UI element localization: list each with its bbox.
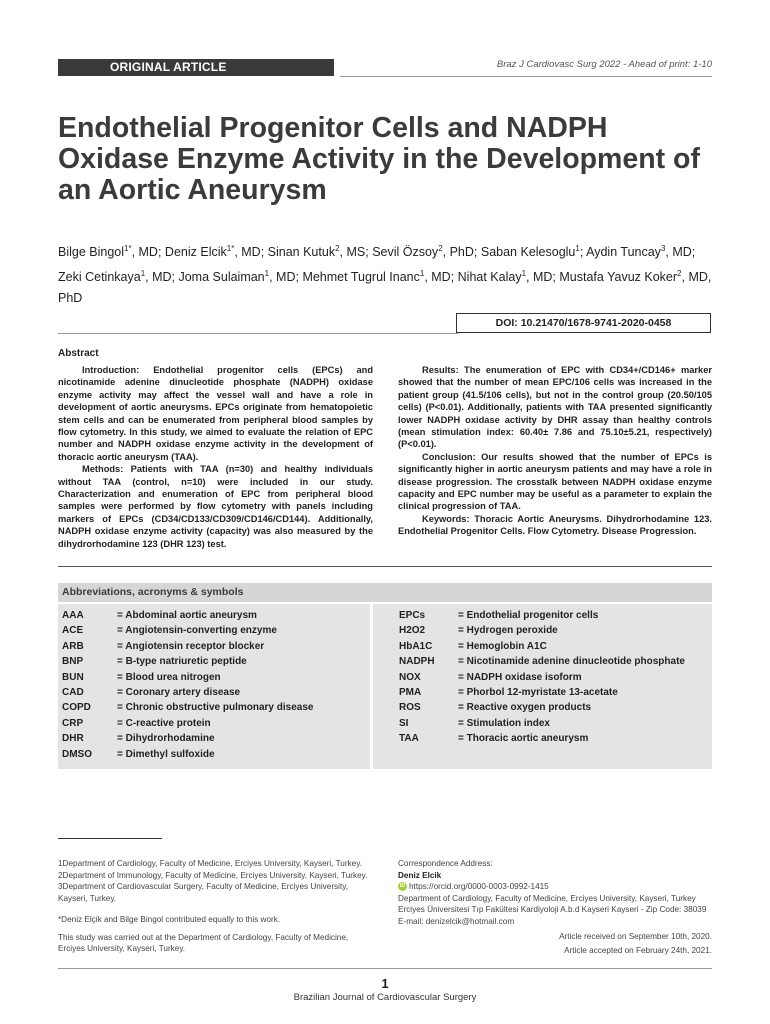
abbreviation-definition: = Reactive oxygen products <box>458 702 592 714</box>
author-degree: , MS; <box>339 245 373 260</box>
author-name: Sevil Özsoy <box>372 245 439 260</box>
abbreviation-term: BNP <box>62 656 84 668</box>
abstract-results: Results: The enumeration of EPC with CD34+/CD146+ marker showed that the number of mean EPC/106 cells was increased in the patient group (41.5/106 cells), but not in the control group (20.50/105 cells) (P<0.01). Additionally, patients with TAA presented significantly lower NADPH oxidase activity by DHR assay than healthy controls (mean stimulation index: 60.40± 7.86 and 75.10±5.21, respectively) (P<0.01). <box>398 365 712 450</box>
author-affiliation-mark: 1 <box>521 269 527 279</box>
abbreviation-row <box>58 639 370 654</box>
abbreviation-definition: = Hemoglobin A1C <box>458 640 547 652</box>
abbreviation-row <box>58 685 370 700</box>
abstract-conclusion: Conclusion: Our results showed that the number of EPCs is significantly higher in aortic aneurysm patients and may have a role in disease progression. The crosstalk between NADPH oxidase enzyme capacity and EPC number may be useful as a parameter to explain the clinical progression of TAA. <box>398 451 712 512</box>
abbreviation-term: BUN <box>62 671 84 683</box>
abbreviation-term: PMA <box>399 687 422 698</box>
footer-journal-name: Brazilian Journal of Cardiovascular Surgery <box>293 992 477 1003</box>
correspondence-address-1: Department of Cardiology, Faculty of Medicine, Erciyes University, Kayseri, Turkey <box>398 893 696 903</box>
author-name: Bilge Bingol <box>58 245 125 260</box>
author-affiliation-mark: 1* <box>124 244 132 253</box>
correspondence-label: Correspondence Address: <box>398 859 493 868</box>
author-affiliation-mark: 1 <box>264 269 270 279</box>
abbreviation-row <box>373 623 712 638</box>
abbreviation-definition: = Coronary artery disease <box>117 687 241 698</box>
author <box>165 245 268 259</box>
abbreviation-row <box>58 670 370 685</box>
abbreviations-rule <box>58 566 712 567</box>
received-date: Article received on September 10th, 2020. <box>559 932 712 941</box>
orcid-link[interactable]: https://orcid.org/0000-0003-0992-1415 <box>409 882 549 891</box>
author-degree: , MD; <box>526 270 560 285</box>
abstract-keywords: Keywords: Thoracic Aortic Aneurysms. Dihydrorhodamine 123. Endothelial Progenitor Cells. Flow Cytometry. Disease Progression. <box>398 513 712 537</box>
abbreviation-definition: = Dimethyl sulfoxide <box>117 748 215 760</box>
affiliation-3: 3Department of Cardiovascular Surgery, Faculty of Medicine, Erciyes University, Kayseri, Turkey. <box>58 882 349 903</box>
abbreviation-row <box>373 731 712 746</box>
doi-rule <box>58 333 458 334</box>
abbreviation-term: AAA <box>62 610 84 621</box>
footer-rule <box>58 968 712 969</box>
abstract-left-column <box>58 364 373 550</box>
abbreviation-definition: = Angiotensin-converting enzyme <box>117 625 277 637</box>
abbreviation-term: CAD <box>62 687 84 698</box>
page-number: 1 <box>381 976 389 991</box>
author <box>58 245 165 259</box>
abbreviations-box <box>58 583 712 769</box>
author-affiliation-mark: 1 <box>419 269 425 279</box>
author-affiliation-mark: 1 <box>575 244 580 253</box>
abbreviation-term: DHR <box>62 733 84 745</box>
author-affiliation-mark: 2 <box>335 244 340 253</box>
abbreviation-definition: = B-type natriuretic peptide <box>117 656 247 668</box>
abbreviation-term: ACE <box>62 625 84 637</box>
abstract-heading: Abstract <box>58 348 99 359</box>
author-name: Aydin Tuncay <box>586 245 661 260</box>
abbreviation-term: NOX <box>399 671 421 683</box>
abbreviation-term: HbA1C <box>399 640 433 652</box>
abbreviation-term: EPCs <box>399 610 426 621</box>
author-name: Deniz Elcik <box>164 245 227 260</box>
abbreviation-term: NADPH <box>399 656 435 668</box>
abbreviation-definition: = Abdominal aortic aneurysm <box>117 610 257 621</box>
author-degree: ; <box>579 245 587 260</box>
abbreviation-row <box>373 685 712 700</box>
correspondence-email[interactable]: E-mail: denizelcik@hotmail.com <box>398 916 515 926</box>
abbreviation-definition: = Chronic obstructive pulmonary disease <box>117 702 314 714</box>
equal-contribution-note: *Deniz Elçik and Bilge Bingol contributed equally to this work. <box>58 915 281 924</box>
abbreviation-row <box>373 670 712 685</box>
abbreviation-definition: = NADPH oxidase isoform <box>458 671 582 683</box>
affiliations-footnotes <box>58 858 373 955</box>
author-name: Mustafa Yavuz Koker <box>559 270 678 285</box>
abbreviation-definition: = C-reactive protein <box>117 717 211 729</box>
author-degree: , PhD; <box>442 245 481 260</box>
abbreviation-definition: = Hydrogen peroxide <box>458 625 558 637</box>
author-degree: , MD; <box>665 245 696 260</box>
abstract-introduction: Introduction: Endothelial progenitor cells (EPCs) and nicotinamide adenine dinucleotide phosphate (NADPH) oxidase enzyme activity may affect the vessel wall and have a role in development of aortic aneurysms. EPCs originate from hematopoietic stem cells and can be enumerated from peripheral blood samples by flow cytometry. In this study, we aimed to evaluate the relation of EPC number and NADPH oxidase enzyme activity in the development of thoracic aortic aneurysm (TAA). <box>58 365 373 462</box>
abbreviation-row <box>58 654 370 669</box>
abbreviation-row <box>373 654 712 669</box>
author <box>458 270 560 284</box>
author-affiliation-mark: 2 <box>438 244 443 253</box>
abbreviation-definition: = Stimulation index <box>458 717 550 729</box>
footnote-rule <box>58 838 162 839</box>
author <box>178 270 302 284</box>
abbreviation-row <box>58 608 370 623</box>
affiliation-2: 2Department of Immunology, Faculty of Medicine, Erciyes University, Kayseri, Turkey. <box>58 870 368 880</box>
author-affiliation-mark: 1 <box>140 269 146 279</box>
author-list <box>58 238 718 309</box>
author-degree: , MD; <box>145 270 179 285</box>
author-name: Sinan Kutuk <box>267 245 336 260</box>
abbreviation-definition: = Phorbol 12-myristate 13-acetate <box>458 687 618 698</box>
author <box>302 270 457 284</box>
author <box>481 245 586 259</box>
author-affiliation-mark: 1* <box>226 244 235 253</box>
abbreviation-term: COPD <box>62 702 91 714</box>
abbreviation-row <box>373 700 712 715</box>
abbreviation-definition: = Angiotensin receptor blocker <box>117 640 265 652</box>
abbreviation-term: H2O2 <box>399 625 426 637</box>
abbreviation-term: ARB <box>62 640 84 652</box>
abstract-right-column <box>398 364 712 538</box>
author-degree: , MD, PhD <box>58 270 712 306</box>
author-affiliation-mark: 2 <box>677 269 682 279</box>
section-label: ORIGINAL ARTICLE <box>58 59 334 76</box>
study-site-note: This study was carried out at the Department of Cardiology, Faculty of Medicine, Erciyes University, Kayseri, Turkey. <box>58 932 349 953</box>
abbreviation-term: SI <box>399 717 409 729</box>
author-name: Saban Kelesoglu <box>480 245 576 260</box>
doi[interactable]: DOI: 10.21470/1678-9741-2020-0458 <box>456 313 711 333</box>
author <box>58 270 178 284</box>
correspondence-name: Deniz Elcik <box>398 870 442 880</box>
orcid-line[interactable] <box>398 881 712 893</box>
author <box>268 245 373 259</box>
author-degree: , MD; <box>234 245 268 260</box>
abbreviation-definition: = Nicotinamide adenine dinucleotide phosphate <box>458 656 685 668</box>
abbreviation-row <box>58 716 370 731</box>
correspondence-address-2: Erciyes Üniversitesi Tıp Fakültesi Kardiyoloji A.b.d Kayseri Kayseri - Zip Code: 38039 <box>398 905 707 914</box>
author-name: Mehmet Tugrul Inanc <box>302 270 420 285</box>
author-degree: , MD; <box>424 270 458 285</box>
abbreviation-row <box>58 700 370 715</box>
abbreviations-heading: Abbreviations, acronyms & symbols <box>58 583 712 602</box>
abbreviation-term: CRP <box>62 717 84 729</box>
abbreviation-term: DMSO <box>62 748 92 760</box>
abbreviation-row <box>58 731 370 746</box>
abbreviation-definition: = Blood urea nitrogen <box>117 671 221 683</box>
journal-citation: Braz J Cardiovasc Surg 2022 - Ahead of print: 1-10 <box>496 59 712 70</box>
author <box>586 245 695 259</box>
abbreviation-definition: = Dihydrorhodamine <box>117 733 215 745</box>
abbreviation-term: ROS <box>399 702 421 714</box>
author-degree: , MD; <box>269 270 303 285</box>
header-rule <box>340 76 712 77</box>
author-name: Joma Sulaiman <box>178 270 265 285</box>
article-title: Endothelial Progenitor Cells and NADPH Oxidase Enzyme Activity in the Development of an Aortic Aneurysm <box>58 112 700 206</box>
author-affiliation-mark: 3 <box>660 244 666 253</box>
affiliation-1: 1Department of Cardiology, Faculty of Medicine, Erciyes University, Kayseri, Turkey. <box>58 859 362 868</box>
correspondence-block <box>398 858 712 956</box>
abbreviation-row <box>58 747 370 762</box>
abbreviation-definition: = Thoracic aortic aneurysm <box>458 733 589 745</box>
abbreviation-definition: = Endothelial progenitor cells <box>458 610 599 621</box>
abbreviation-term: TAA <box>399 733 419 745</box>
abbreviations-right-list <box>373 604 712 769</box>
author-name: Nihat Kalay <box>457 270 522 285</box>
abbreviation-row <box>58 623 370 638</box>
author-name: Zeki Cetinkaya <box>58 270 141 285</box>
abstract-methods: Methods: Patients with TAA (n=30) and healthy individuals without TAA (control, n=10) were included in our study. Characterization and enumeration of EPC from peripheral blood samples were performed by flow cytometry with panels including markers of EPCs (CD34/CD133/CD309/CD146/CD144). Additionally, NADPH oxidase enzyme activity (capacity) was also measured by the dihydrorhodamine 123 (DHR 123) test. <box>58 464 373 549</box>
abbreviation-row <box>373 639 712 654</box>
author <box>372 245 481 259</box>
abbreviation-row <box>373 608 712 623</box>
abbreviation-row <box>373 716 712 731</box>
abbreviations-left-list <box>58 604 370 769</box>
author-degree: , MD; <box>131 245 165 260</box>
orcid-icon: iD <box>399 883 406 890</box>
accepted-date: Article accepted on February 24th, 2021. <box>564 945 712 955</box>
